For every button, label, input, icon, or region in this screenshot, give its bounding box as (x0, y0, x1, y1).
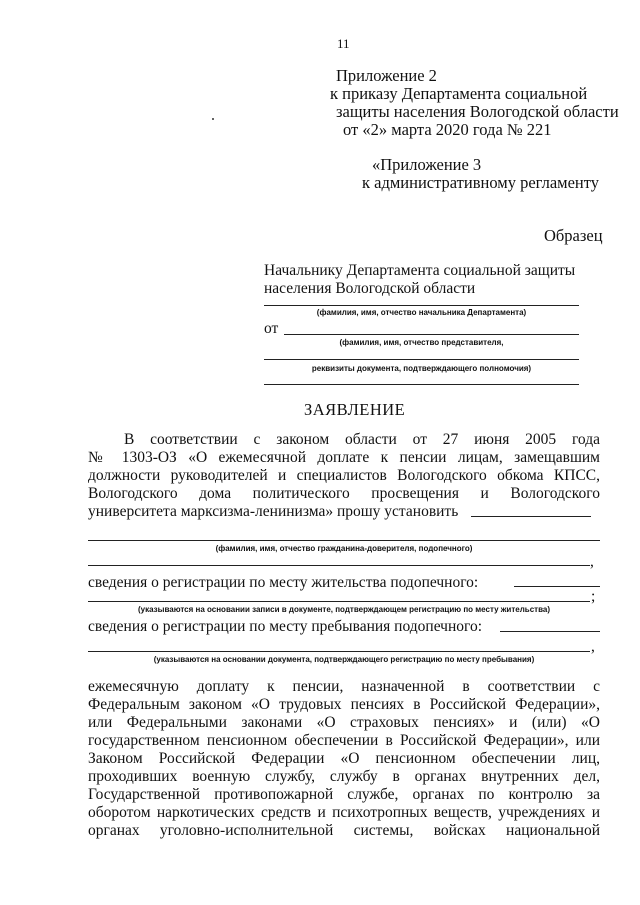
ward-name-line (88, 540, 600, 541)
authority-doc-line-2 (264, 384, 579, 385)
header-line-3: защиты населения Вологодской области (336, 102, 619, 121)
p2-line: Государственной противопожарной службе, органах по контролю за (88, 786, 600, 803)
p2-line: органах уголовно-исполнительной системы, войсках национальной (88, 822, 600, 839)
comma-2: , (591, 638, 595, 655)
stay-field-line (500, 631, 600, 632)
caption-residence: (указываются на основании записи в документе, подтверждающем регистрацию по месту жительства) (137, 605, 551, 614)
caption-recipient: (фамилия, имя, отчество начальника Департамента) (316, 308, 527, 317)
semicolon-1: ; (591, 588, 596, 605)
p2-line: проходивших военную службу, службу в органах внутренних дел, (88, 768, 600, 785)
stray-dot (212, 118, 214, 120)
page-number: 11 (337, 36, 350, 51)
addressee-line-2: населения Вологодской области (264, 280, 476, 297)
p1-line: Вологодского дома политического просвещения и Вологодского (88, 485, 600, 502)
representative-name-line (284, 334, 579, 335)
header-line-2: к приказу Департамента социальной (330, 84, 588, 103)
stay-field-line-2 (88, 651, 590, 652)
p1-last-line: университета марксизма-ленинизма» прошу установить (88, 503, 459, 520)
from-label: от (264, 320, 279, 337)
authority-doc-line (264, 359, 579, 360)
p1-line: В соответствии с законом области от 27 июня 2005 года (124, 431, 600, 448)
header-line-5: «Приложение 3 (372, 155, 482, 174)
document-title: ЗАЯВЛЕНИЕ (304, 400, 406, 419)
p1-line: должности руководителей и специалистов Вологодского обкома КПСС, (88, 467, 600, 484)
header-line-4: от «2» марта 2020 года № 221 (343, 120, 552, 139)
addressee-line-1: Начальнику Департамента социальной защиты (264, 262, 576, 279)
recipient-name-line (264, 305, 579, 306)
caption-representative: (фамилия, имя, отчество представителя, (339, 338, 504, 347)
residence-registration-label: сведения о регистрации по месту жительства подопечного: (88, 574, 479, 591)
p2-line: государственном пенсионном обеспечении в Российской Федерации», или (88, 732, 600, 749)
p2-line: ежемесячную доплату к пенсии, назначенной в соответствии с (88, 678, 600, 695)
caption-stay: (указываются на основании документа, подтверждающего регистрацию по месту пребывания) (153, 655, 535, 664)
p1-line: № 1303-ОЗ «О ежемесячной доплате к пенсии лицам, замещавшим (88, 449, 600, 466)
ward-name-line-2 (88, 565, 590, 566)
caption-ward-name: (фамилия, имя, отчество гражданина-доверителя, подопечного) (215, 544, 473, 553)
p2-line: Федеральным законом «О трудовых пенсиях в Российской Федерации», (88, 696, 600, 713)
p2-line: или Федеральными законами «О страховых пенсиях» и (или) «О (88, 714, 600, 731)
p2-line: оборотом наркотических средств и психотропных веществ, учреждениях и (88, 804, 600, 821)
residence-field-line (514, 586, 600, 587)
p2-line: Законом Российской Федерации «О пенсионном обеспечении лиц, (88, 750, 600, 767)
amount-field-line (471, 516, 591, 517)
sample-label: Образец (544, 226, 603, 245)
header-line-1: Приложение 2 (336, 66, 437, 85)
residence-field-line-2 (88, 601, 590, 602)
caption-authority-doc: реквизиты документа, подтверждающего полномочия) (311, 364, 532, 373)
comma-1: , (590, 553, 594, 570)
header-line-6: к административному регламенту (362, 173, 599, 192)
stay-registration-label: сведения о регистрации по месту пребывания подопечного: (88, 618, 483, 635)
